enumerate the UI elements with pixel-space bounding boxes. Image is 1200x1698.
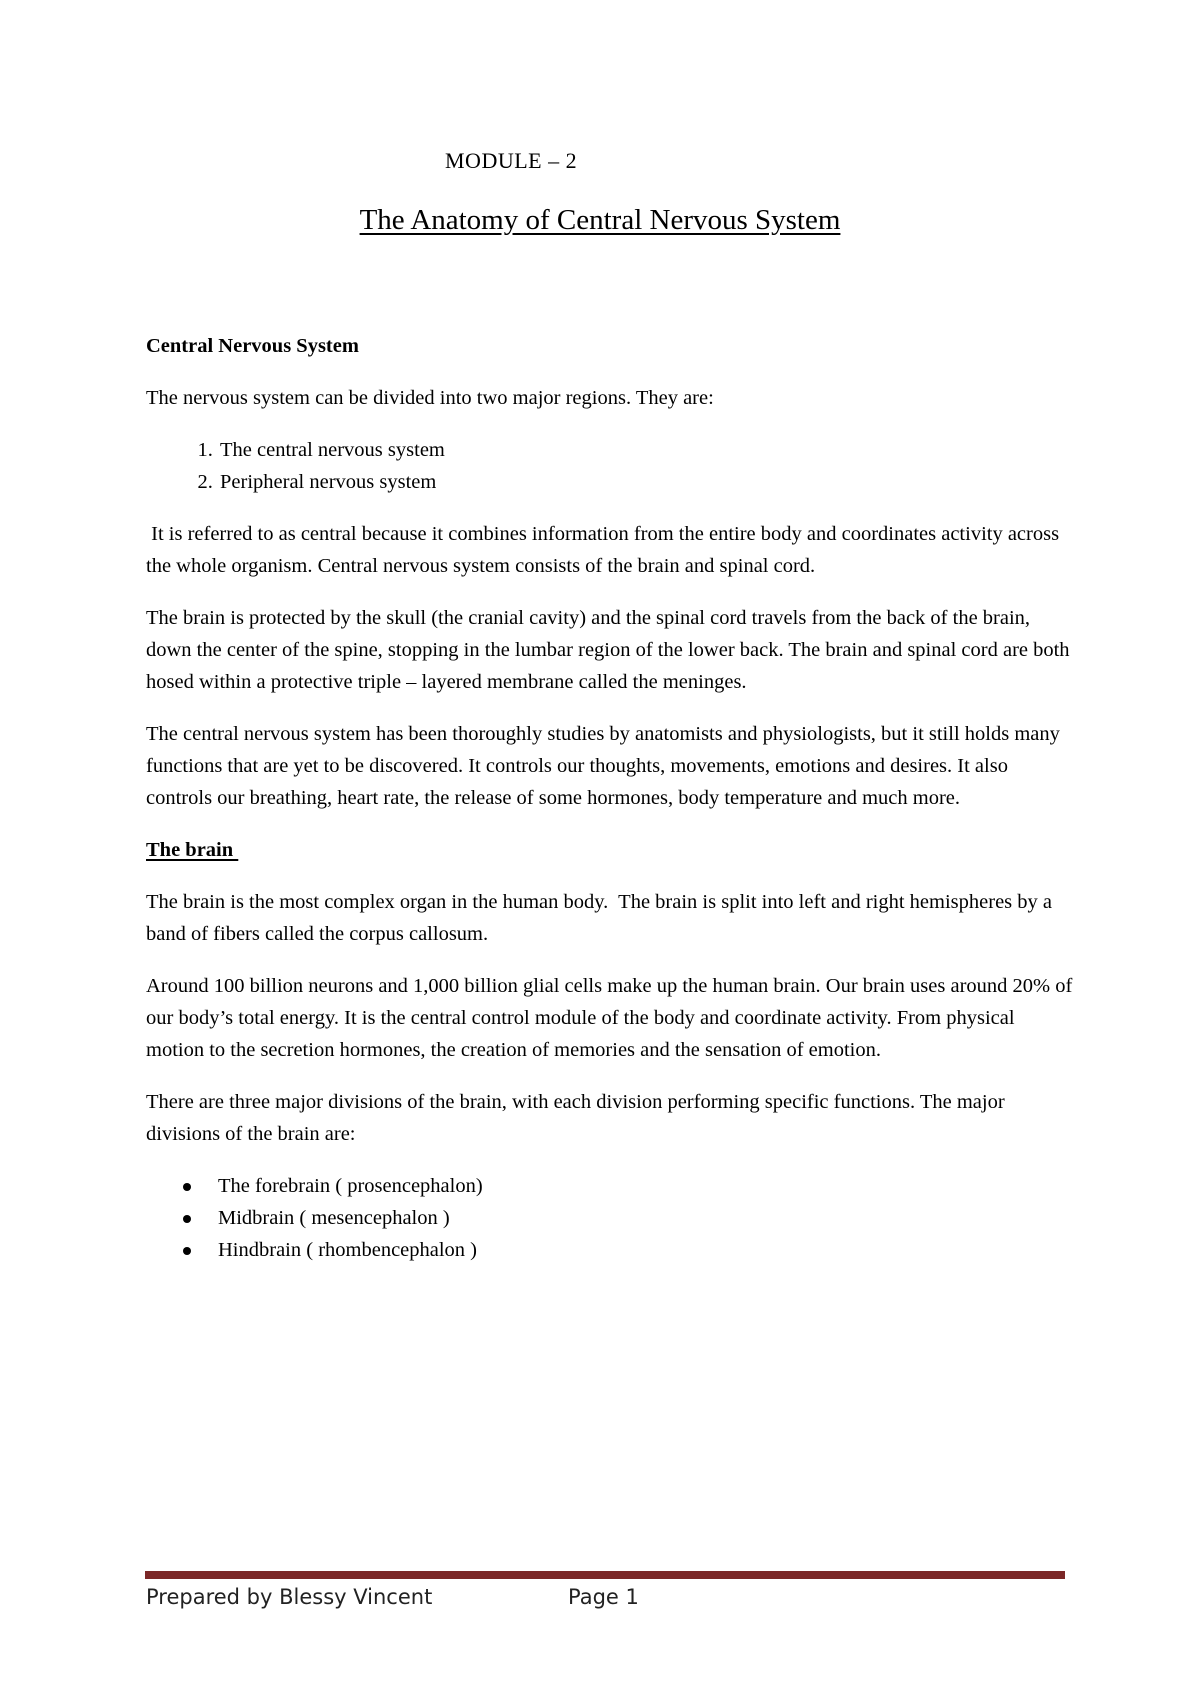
regions-list: [146, 434, 1076, 498]
bullet-icon: [183, 1215, 191, 1223]
divisions-list: [146, 1170, 1076, 1266]
paragraph-cns-1: It is referred to as central because it combines information from the entire body and coordinates activity across the whole organism. Central nervous system consists of the brain and spinal cord.: [146, 523, 1065, 577]
paragraph-brain-1: The brain is the most complex organ in the human body. The brain is split into left and right hemispheres by a band of fibers called the corpus callosum.: [146, 891, 1058, 945]
module-label: MODULE – 2: [445, 148, 578, 173]
paragraph-brain-3: There are three major divisions of the brain, with each division performing specific functions. The major divisions of the brain are:: [146, 1091, 1005, 1145]
section-heading-cns: Central Nervous System: [146, 335, 359, 357]
footer-author: Prepared by Blessy Vincent: [146, 1585, 433, 1609]
paragraph-cns-intro: The nervous system can be divided into two major regions. They are:: [146, 387, 714, 409]
list-item: [218, 1234, 1076, 1266]
list-item: [218, 1202, 1076, 1234]
footer-divider: [145, 1571, 1065, 1579]
bullet-icon: [183, 1247, 191, 1255]
list-item: 1. The central nervous system: [218, 434, 1076, 466]
paragraph-brain-2: Around 100 billion neurons and 1,000 billion glial cells make up the human brain. Our brain uses around 20% of our body’s total energy. It is the central control module of the body and coordinate activity. From physical motion to the secretion hormones, the creation of memories and the sensation of emotion.: [146, 975, 1073, 1061]
section-heading-brain: The brain: [146, 839, 239, 861]
document-title: The Anatomy of Central Nervous System: [359, 204, 841, 236]
paragraph-cns-3: The central nervous system has been thoroughly studies by anatomists and physiologists, but it still holds many functions that are yet to be discovered. It controls our thoughts, movements, emotions and desires. It also controls our breathing, heart rate, the release of some hormones, body temperature and much more.: [146, 723, 1060, 809]
list-item: 2. Peripheral nervous system: [218, 466, 1076, 498]
footer-page-number: Page 1: [568, 1585, 639, 1609]
paragraph-cns-2: The brain is protected by the skull (the cranial cavity) and the spinal cord travels from the back of the brain, down the center of the spine, stopping in the lumbar region of the lower back. The brain and spinal cord are both hosed within a protective triple – layered membrane called the meninges.: [146, 607, 1070, 693]
page-footer: [146, 1585, 639, 1609]
bullet-icon: [183, 1183, 191, 1191]
list-item-text: Midbrain ( mesencephalon ): [218, 1207, 450, 1229]
document-body: [146, 330, 1076, 1286]
list-item-text: The forebrain ( prosencephalon): [218, 1175, 483, 1197]
list-item-text: Hindbrain ( rhombencephalon ): [218, 1239, 478, 1261]
list-item: [218, 1170, 1076, 1202]
